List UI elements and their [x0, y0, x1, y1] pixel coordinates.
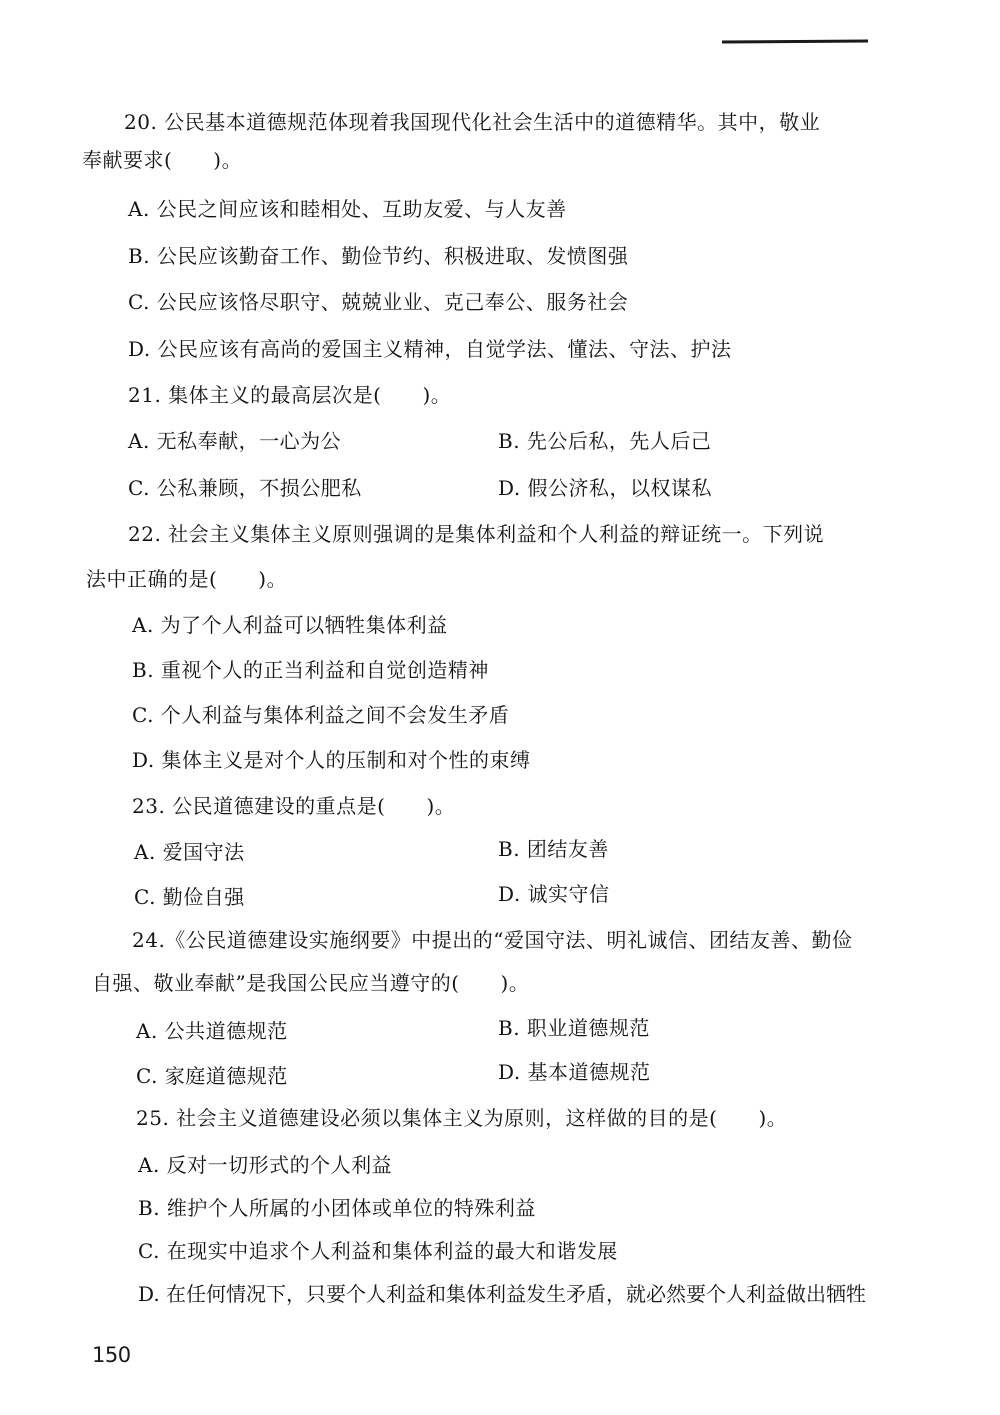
- question-22-stem-line-2: 法中正确的是( )。: [86, 567, 288, 591]
- question-23-option-d: D. 诚实守信: [498, 882, 610, 906]
- question-25-option-b: B. 维护个人所属的小团体或单位的特殊利益: [138, 1196, 536, 1220]
- question-25-option-d: D. 在任何情况下，只要个人利益和集体利益发生矛盾，就必然要个人利益做出牺牲: [138, 1282, 867, 1306]
- question-23-stem: 23. 公民道德建设的重点是( )。: [132, 794, 456, 818]
- question-21-stem: 21. 集体主义的最高层次是( )。: [128, 383, 452, 407]
- question-20-option-a: A. 公民之间应该和睦相处、互助友爱、与人友善: [128, 197, 567, 221]
- question-22-stem-line-1: 22. 社会主义集体主义原则强调的是集体利益和个人利益的辩证统一。下列说: [128, 522, 825, 546]
- question-22-option-a: A. 为了个人利益可以牺牲集体利益: [132, 613, 448, 637]
- question-23-option-a: A. 爱国守法: [134, 840, 245, 864]
- question-24-stem-line-2: 自强、敬业奉献”是我国公民应当遵守的( )。: [92, 971, 530, 995]
- question-22-option-c: C. 个人利益与集体利益之间不会发生矛盾: [132, 703, 510, 727]
- question-20-option-b: B. 公民应该勤奋工作、勤俭节约、积极进取、发愤图强: [128, 244, 629, 268]
- question-25-option-c: C. 在现实中追求个人利益和集体利益的最大和谐发展: [138, 1239, 618, 1263]
- question-21-option-a: A. 无私奉献，一心为公: [128, 429, 342, 453]
- question-23-option-b: B. 团结友善: [498, 837, 609, 861]
- question-24-option-a: A. 公共道德规范: [136, 1019, 288, 1043]
- page-number: 150: [92, 1343, 131, 1367]
- question-24-stem-line-1: 24.《公民道德建设实施纲要》中提出的“爱国守法、明礼诚信、团结友善、勤俭: [132, 928, 853, 952]
- header-rule: [722, 39, 868, 43]
- question-25-stem: 25. 社会主义道德建设必须以集体主义为原则，这样做的目的是( )。: [136, 1106, 788, 1130]
- question-25-option-a: A. 反对一切形式的个人利益: [138, 1153, 393, 1177]
- question-24-option-c: C. 家庭道德规范: [136, 1064, 288, 1088]
- question-23-option-c: C. 勤俭自强: [134, 885, 245, 909]
- question-21-option-b: B. 先公后私，先人后己: [498, 429, 712, 453]
- question-24-option-b: B. 职业道德规范: [498, 1016, 650, 1040]
- question-21-option-d: D. 假公济私，以权谋私: [498, 476, 713, 500]
- question-20-option-c: C. 公民应该恪尽职守、兢兢业业、克己奉公、服务社会: [128, 290, 629, 314]
- question-24-option-d: D. 基本道德规范: [498, 1060, 651, 1084]
- question-20-stem-line-1: 20. 公民基本道德规范体现着我国现代化社会生活中的道德精华。其中，敬业: [124, 110, 821, 134]
- question-20-stem-line-2: 奉献要求( )。: [82, 148, 243, 172]
- question-22-option-b: B. 重视个人的正当利益和自觉创造精神: [132, 658, 489, 682]
- question-20-option-d: D. 公民应该有高尚的爱国主义精神，自觉学法、懂法、守法、护法: [128, 337, 732, 361]
- question-21-option-c: C. 公私兼顾，不损公肥私: [128, 476, 362, 500]
- question-22-option-d: D. 集体主义是对个人的压制和对个性的束缚: [132, 748, 531, 772]
